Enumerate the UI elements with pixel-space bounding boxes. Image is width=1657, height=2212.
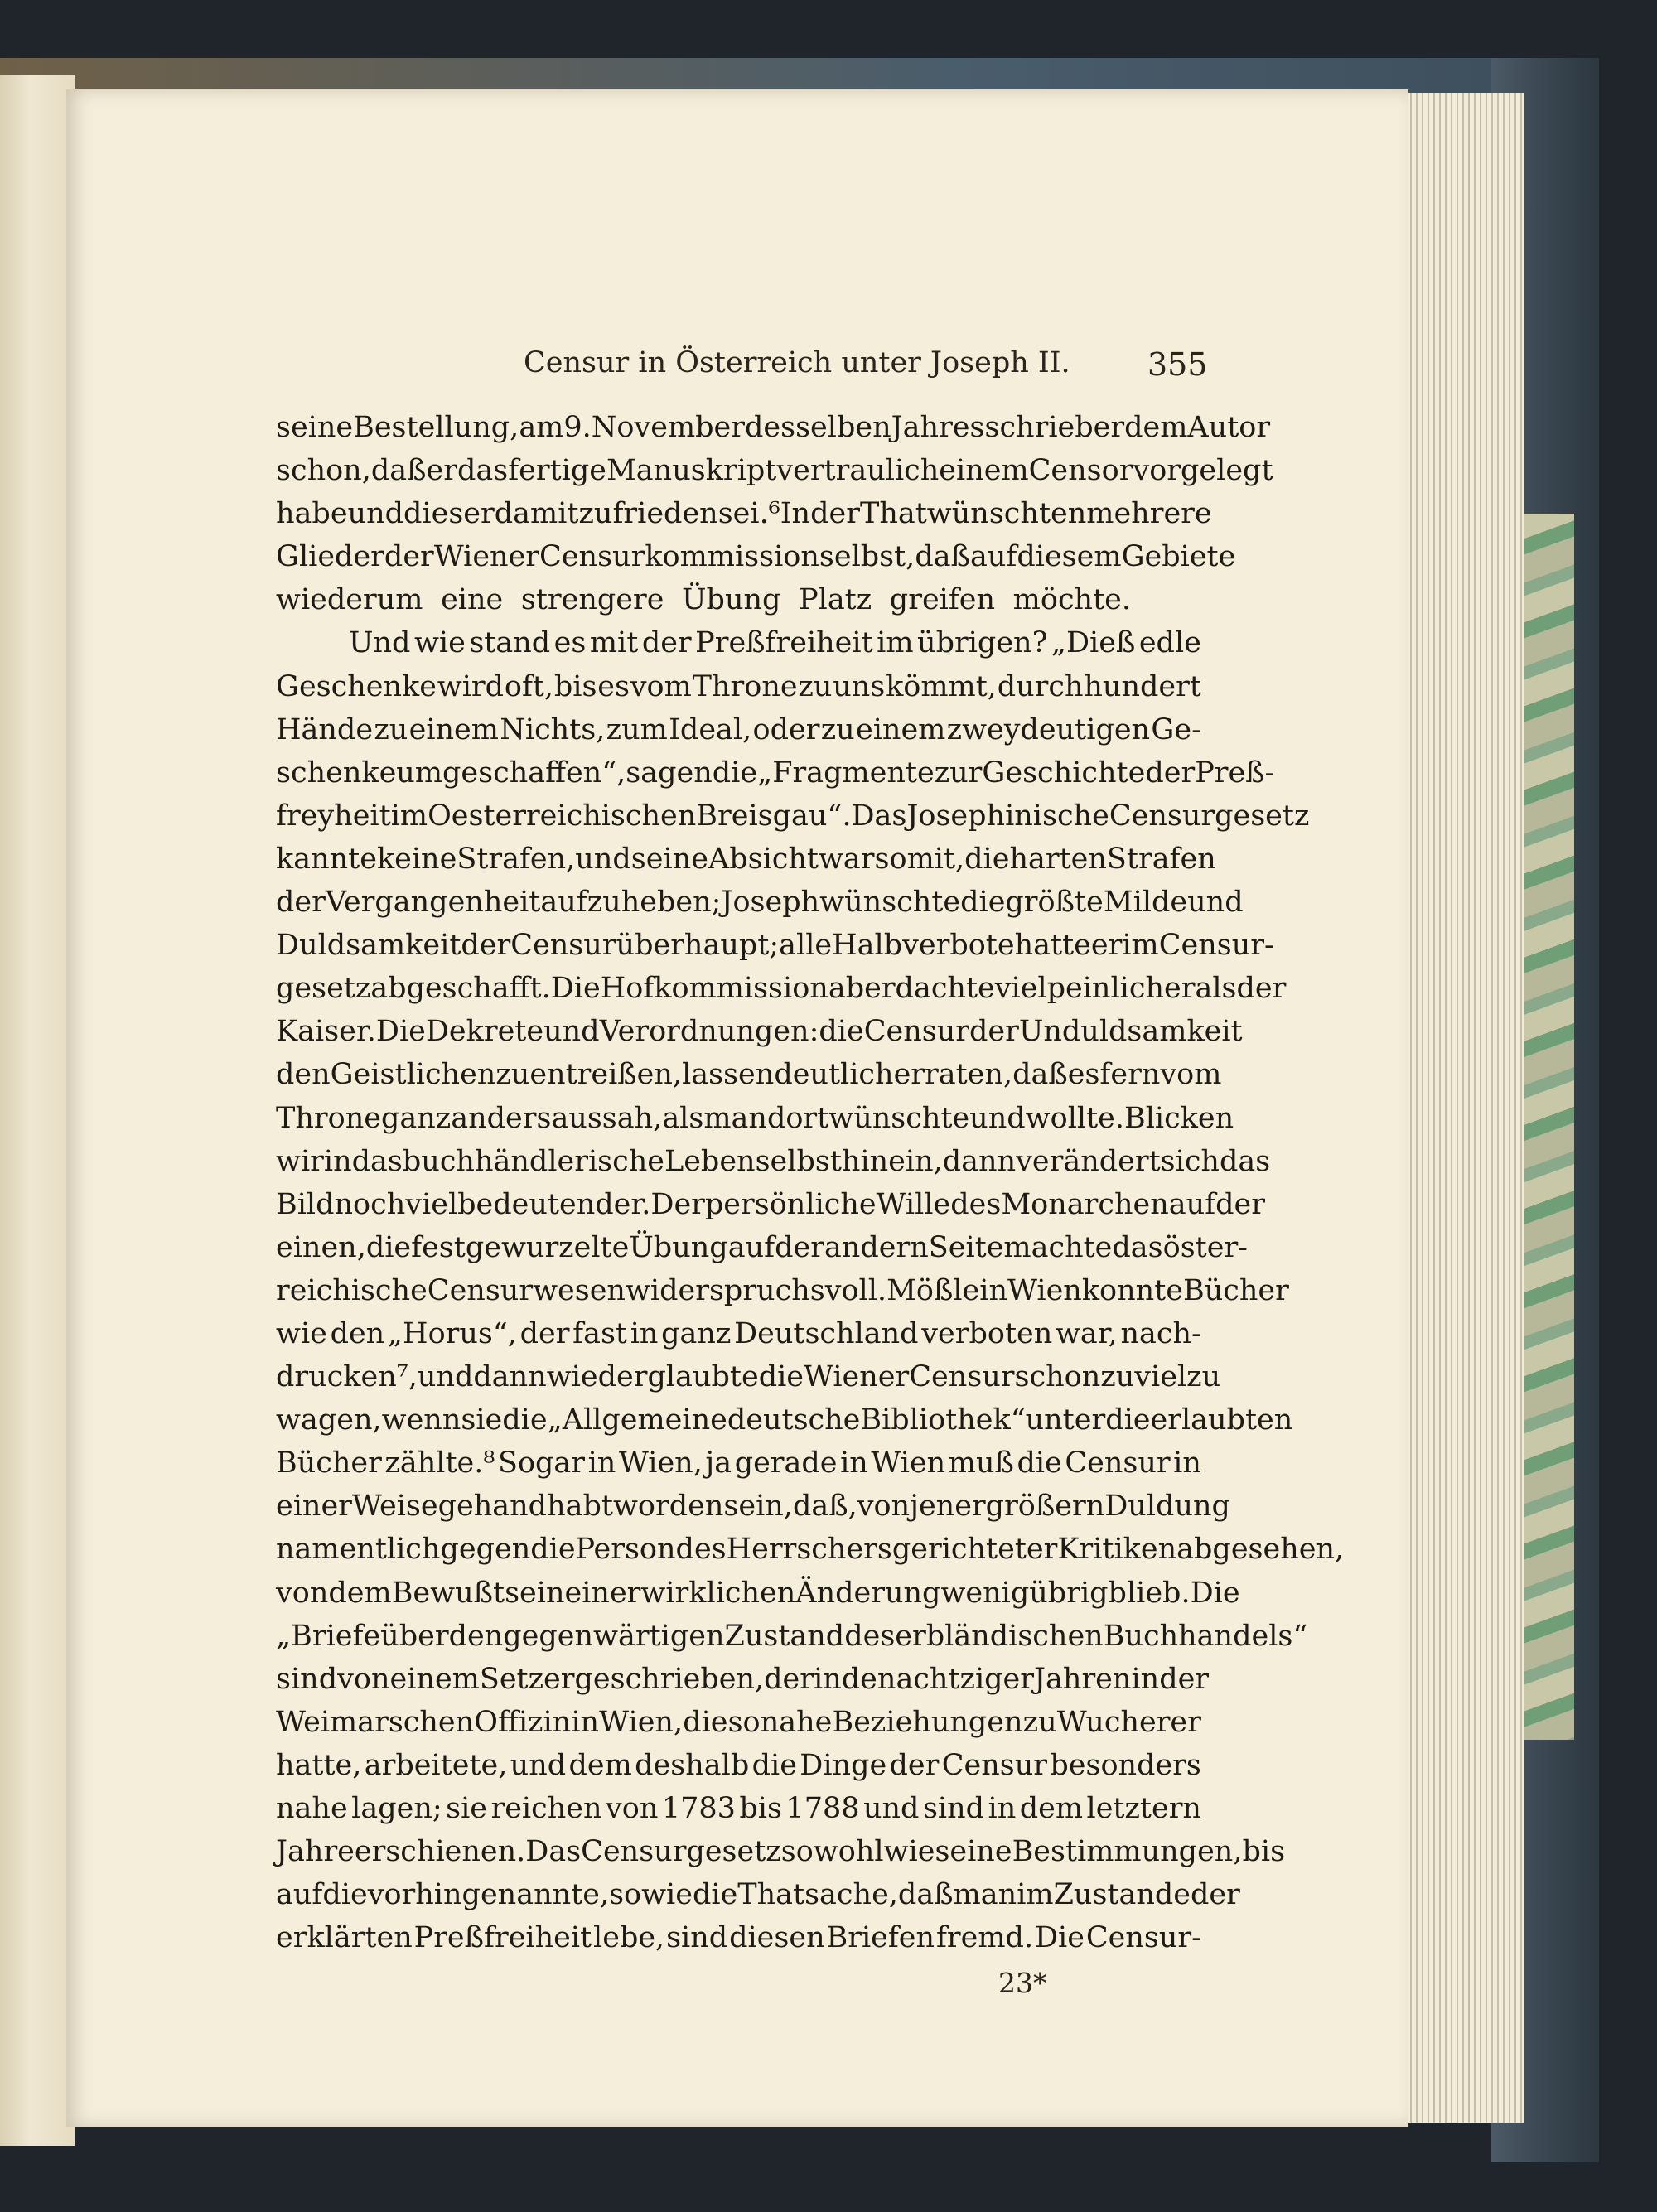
text-line: Und wie stand es mit der Preßfreiheit im übrigen? „Dieß edle bbox=[349, 626, 1201, 660]
text-line: Hände zu einem Nichts, zum Ideal, oder zu einem zweydeutigen Ge- bbox=[276, 712, 1201, 746]
text-line: sind von einem Setzer geschrieben, der in den achtziger Jahren in der bbox=[276, 1662, 1210, 1696]
page-number: 355 bbox=[1147, 346, 1208, 383]
marbled-endpaper bbox=[1520, 514, 1574, 1740]
text-line: wagen, wenn sie die „Allgemeine deutsche Bibliothek“ unter die erlaubten bbox=[276, 1403, 1293, 1437]
facing-page-edge bbox=[0, 75, 75, 2146]
text-line: seine Bestellung, am 9. November desselben Jahres schrieb er dem Autor bbox=[276, 411, 1271, 444]
running-head bbox=[66, 346, 1392, 384]
running-title: Censur in Österreich unter Joseph II. bbox=[524, 346, 1070, 379]
book-page bbox=[66, 89, 1408, 2127]
text-line: hatte, arbeitete, und dem deshalb die Dinge der Censur besonders bbox=[276, 1748, 1201, 1782]
text-line: Duldsamkeit der Censur überhaupt; alle Halbverbote hatte er im Censur- bbox=[276, 929, 1274, 963]
text-line: Weimarschen Offizin in Wien, die so nahe Beziehungen zu Wucherer bbox=[276, 1705, 1201, 1739]
text-line: freyheit im Oesterreichischen Breisgau“. Das Josephinische Censurgesetz bbox=[276, 799, 1310, 833]
text-line: auf die vorhin genannte, sowie die Thatsache, daß man im Zustande der bbox=[276, 1878, 1240, 1912]
text-line: Bild noch viel bedeutender. Der persönliche Wille des Monarchen auf der bbox=[276, 1187, 1266, 1221]
text-line: der Vergangenheit aufzuheben; Joseph wünschte die größte Milde und bbox=[276, 886, 1244, 920]
text-line: schon, daß er das fertige Manuskript vertraulich einem Censor vorgelegt bbox=[276, 454, 1273, 488]
signature-mark: 23* bbox=[998, 1967, 1047, 1999]
text-line: Throne ganz anders aussah, als man dort wünschte und wollte. Blicken bbox=[276, 1101, 1234, 1135]
text-line: einer Weise gehandhabt worden sein, daß, von jener größern Duldung bbox=[276, 1490, 1230, 1524]
text-line: reichische Censurwesen widerspruchsvoll. Mößle in Wien konnte Bücher bbox=[276, 1273, 1289, 1307]
text-line: Glieder der Wiener Censurkommission selbst, daß auf diesem Gebiete bbox=[276, 540, 1236, 574]
text-line: „Briefe über den gegenwärtigen Zustand des erbländischen Buchhandels“ bbox=[276, 1619, 1308, 1653]
text-line: wir in das buchhändlerische Leben selbst hinein, dann verändert sich das bbox=[276, 1144, 1271, 1178]
text-line: Jahre erschienen. Das Censurgesetz sowohl wie seine Bestimmungen, bis bbox=[276, 1835, 1286, 1869]
text-line: Geschenke wird oft, bis es vom Throne zu uns kömmt, durch hundert bbox=[276, 669, 1201, 703]
text-line: habe und dieser damit zufrieden sei.⁶ In der That wünschten mehrere bbox=[276, 497, 1212, 531]
text-line: namentlich gegen die Person des Herrschers gerichteter Kritiken abgesehen, bbox=[276, 1533, 1345, 1567]
text-line: von dem Bewußtsein einer wirklichen Änderung wenig übrig blieb. Die bbox=[276, 1576, 1240, 1610]
text-line: erklärten Preßfreiheit lebe, sind diesen Briefen fremd. Die Censur- bbox=[276, 1921, 1201, 1955]
text-line: einen, die festgewurzelte Übung auf der andern Seite machte das öster- bbox=[276, 1230, 1249, 1264]
text-line: schenke umgeschaffen“, sagen die „Fragmente zur Geschichte der Preß- bbox=[276, 756, 1275, 790]
page-block-edges bbox=[1400, 93, 1524, 2123]
text-line: wie den „Horus“, der fast in ganz Deutschland verboten war, nach- bbox=[276, 1316, 1201, 1350]
text-line: gesetz abgeschafft. Die Hofkommission aber dachte viel peinlicher als der bbox=[276, 972, 1287, 1006]
text-line: kannte keine Strafen, und seine Absicht war somit, die harten Strafen bbox=[276, 842, 1216, 876]
text-line: den Geistlichen zu entreißen, lassen deutlich erraten, daß es fern vom bbox=[276, 1058, 1222, 1092]
body-text bbox=[276, 406, 1345, 1959]
text-line: wiederum eine strengere Übung Platz greifen möchte. bbox=[276, 583, 1131, 617]
text-line: drucken⁷, und dann wieder glaubte die Wiener Censur schon zu viel zu bbox=[276, 1360, 1221, 1394]
text-line: Bücher zählte.⁸ Sogar in Wien, ja gerade in Wien muß die Censur in bbox=[276, 1446, 1201, 1480]
text-line: nahe lagen; sie reichen von 1783 bis 1788 und sind in dem letztern bbox=[276, 1792, 1201, 1825]
text-line: Kaiser. Die Dekrete und Verordnungen: die Censur der Unduldsamkeit bbox=[276, 1015, 1243, 1049]
